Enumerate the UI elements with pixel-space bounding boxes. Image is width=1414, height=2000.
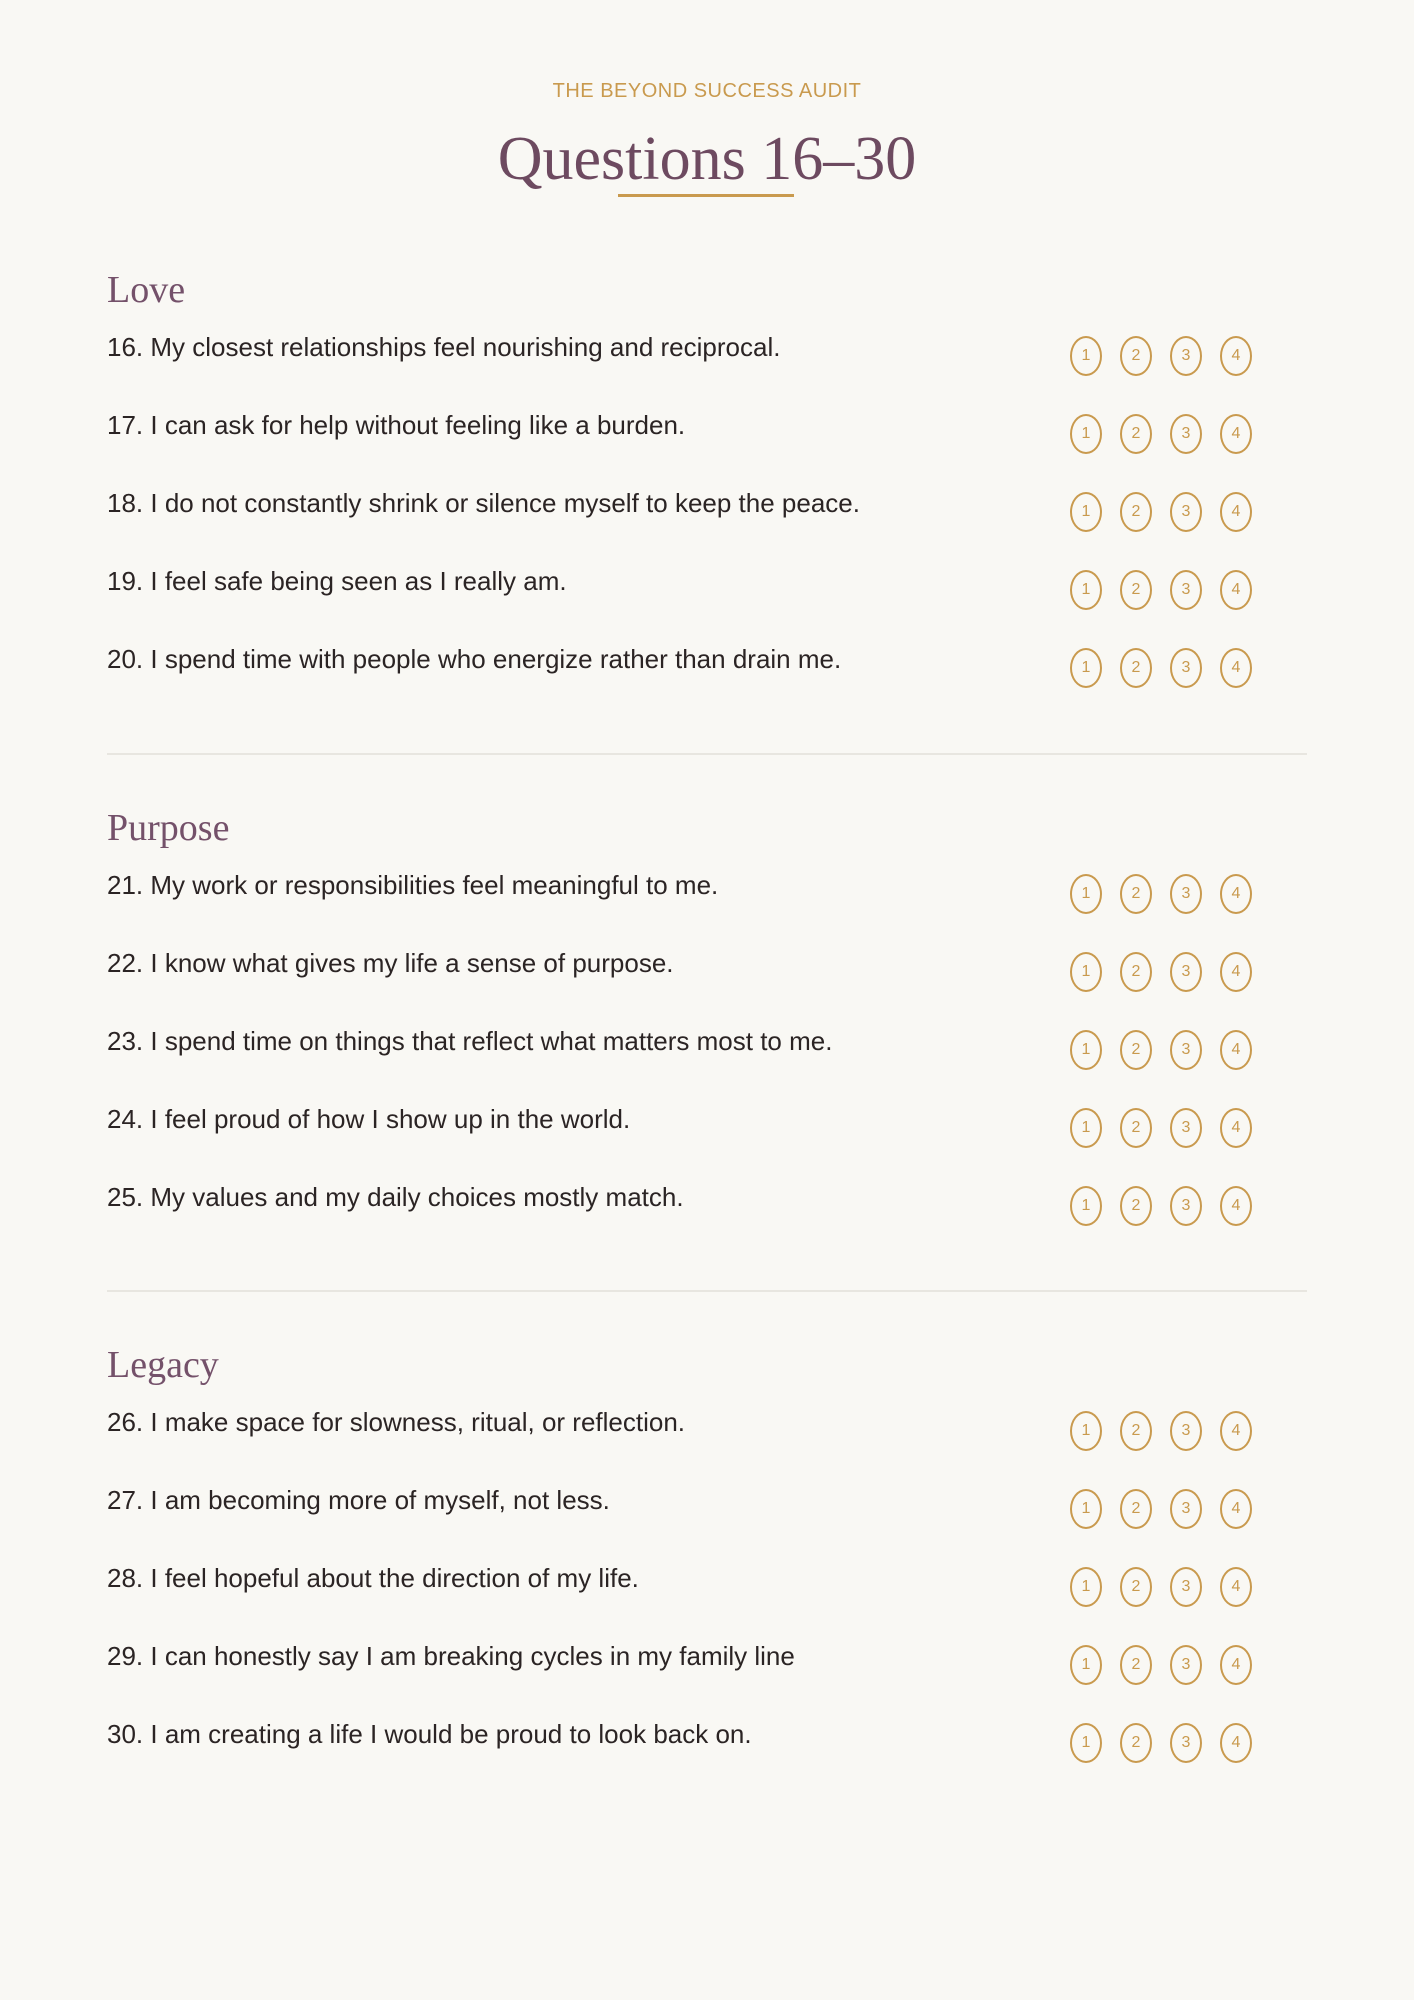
section-title: Love bbox=[107, 269, 186, 311]
section-divider bbox=[107, 1290, 1307, 1292]
rating-option-1[interactable]: 1 bbox=[1070, 1723, 1102, 1763]
question-text: 16. My closest relationships feel nourishing and reciprocal. bbox=[107, 332, 781, 362]
question-text: 24. I feel proud of how I show up in the world. bbox=[107, 1104, 631, 1134]
section-divider bbox=[107, 753, 1307, 755]
rating-option-2[interactable]: 2 bbox=[1120, 414, 1152, 454]
question-21 bbox=[107, 868, 1307, 918]
rating-option-4[interactable]: 4 bbox=[1220, 570, 1252, 610]
rating-option-4[interactable]: 4 bbox=[1220, 952, 1252, 992]
question-text: 30. I am creating a life I would be proud to look back on. bbox=[107, 1719, 752, 1749]
rating-option-2[interactable]: 2 bbox=[1120, 874, 1152, 914]
rating-option-4[interactable]: 4 bbox=[1220, 492, 1252, 532]
rating-option-4[interactable]: 4 bbox=[1220, 874, 1252, 914]
rating-option-3[interactable]: 3 bbox=[1170, 1108, 1202, 1148]
question-text: 23. I spend time on things that reflect what matters most to me. bbox=[107, 1026, 833, 1056]
rating-option-4[interactable]: 4 bbox=[1220, 1030, 1252, 1070]
rating-option-1[interactable]: 1 bbox=[1070, 1186, 1102, 1226]
rating-option-3[interactable]: 3 bbox=[1170, 1567, 1202, 1607]
rating-option-1[interactable]: 1 bbox=[1070, 1030, 1102, 1070]
rating-option-2[interactable]: 2 bbox=[1120, 648, 1152, 688]
rating-option-2[interactable]: 2 bbox=[1120, 1411, 1152, 1451]
rating-option-1[interactable]: 1 bbox=[1070, 1645, 1102, 1685]
rating-option-4[interactable]: 4 bbox=[1220, 1489, 1252, 1529]
rating-option-3[interactable]: 3 bbox=[1170, 1030, 1202, 1070]
rating-option-2[interactable]: 2 bbox=[1120, 1186, 1152, 1226]
rating-option-4[interactable]: 4 bbox=[1220, 1411, 1252, 1451]
question-29 bbox=[107, 1639, 1307, 1689]
rating-option-3[interactable]: 3 bbox=[1170, 1186, 1202, 1226]
rating-option-1[interactable]: 1 bbox=[1070, 1108, 1102, 1148]
rating-option-3[interactable]: 3 bbox=[1170, 874, 1202, 914]
rating-option-3[interactable]: 3 bbox=[1170, 414, 1202, 454]
rating-option-1[interactable]: 1 bbox=[1070, 1567, 1102, 1607]
rating-option-3[interactable]: 3 bbox=[1170, 492, 1202, 532]
rating-option-2[interactable]: 2 bbox=[1120, 570, 1152, 610]
question-text: 22. I know what gives my life a sense of purpose. bbox=[107, 948, 674, 978]
rating-option-1[interactable]: 1 bbox=[1070, 414, 1102, 454]
rating-scale bbox=[1070, 1723, 1260, 1763]
rating-scale bbox=[1070, 874, 1260, 914]
rating-option-4[interactable]: 4 bbox=[1220, 414, 1252, 454]
rating-option-1[interactable]: 1 bbox=[1070, 648, 1102, 688]
rating-option-2[interactable]: 2 bbox=[1120, 952, 1152, 992]
rating-scale bbox=[1070, 1108, 1260, 1148]
rating-scale bbox=[1070, 1645, 1260, 1685]
section-title: Purpose bbox=[107, 807, 230, 849]
section-title: Legacy bbox=[107, 1344, 219, 1386]
rating-option-1[interactable]: 1 bbox=[1070, 1489, 1102, 1529]
question-18 bbox=[107, 486, 1307, 536]
rating-scale bbox=[1070, 1489, 1260, 1529]
question-text: 29. I can honestly say I am breaking cycles in my family line bbox=[107, 1641, 795, 1671]
rating-scale bbox=[1070, 648, 1260, 688]
question-30 bbox=[107, 1717, 1307, 1767]
question-text: 20. I spend time with people who energize rather than drain me. bbox=[107, 644, 842, 674]
rating-option-3[interactable]: 3 bbox=[1170, 336, 1202, 376]
rating-option-1[interactable]: 1 bbox=[1070, 1411, 1102, 1451]
question-19 bbox=[107, 564, 1307, 614]
rating-option-2[interactable]: 2 bbox=[1120, 1567, 1152, 1607]
question-text: 21. My work or responsibilities feel meaningful to me. bbox=[107, 870, 719, 900]
rating-option-4[interactable]: 4 bbox=[1220, 1186, 1252, 1226]
rating-option-4[interactable]: 4 bbox=[1220, 1108, 1252, 1148]
question-27 bbox=[107, 1483, 1307, 1533]
rating-scale bbox=[1070, 1186, 1260, 1226]
question-22 bbox=[107, 946, 1307, 996]
question-text: 17. I can ask for help without feeling like a burden. bbox=[107, 410, 686, 440]
rating-option-3[interactable]: 3 bbox=[1170, 648, 1202, 688]
rating-scale bbox=[1070, 570, 1260, 610]
question-16 bbox=[107, 330, 1307, 380]
rating-scale bbox=[1070, 1030, 1260, 1070]
rating-option-1[interactable]: 1 bbox=[1070, 570, 1102, 610]
rating-scale bbox=[1070, 1567, 1260, 1607]
rating-option-3[interactable]: 3 bbox=[1170, 1411, 1202, 1451]
rating-scale bbox=[1070, 1411, 1260, 1451]
rating-scale bbox=[1070, 492, 1260, 532]
rating-option-2[interactable]: 2 bbox=[1120, 492, 1152, 532]
rating-option-4[interactable]: 4 bbox=[1220, 648, 1252, 688]
rating-option-4[interactable]: 4 bbox=[1220, 1645, 1252, 1685]
rating-option-2[interactable]: 2 bbox=[1120, 336, 1152, 376]
rating-scale bbox=[1070, 952, 1260, 992]
rating-option-2[interactable]: 2 bbox=[1120, 1645, 1152, 1685]
question-26 bbox=[107, 1405, 1307, 1455]
question-28 bbox=[107, 1561, 1307, 1611]
question-text: 25. My values and my daily choices mostly match. bbox=[107, 1182, 684, 1212]
rating-option-2[interactable]: 2 bbox=[1120, 1108, 1152, 1148]
question-24 bbox=[107, 1102, 1307, 1152]
question-25 bbox=[107, 1180, 1307, 1230]
rating-option-2[interactable]: 2 bbox=[1120, 1489, 1152, 1529]
rating-option-3[interactable]: 3 bbox=[1170, 570, 1202, 610]
page-title: Questions 16–30 bbox=[497, 125, 917, 193]
rating-option-3[interactable]: 3 bbox=[1170, 1645, 1202, 1685]
rating-option-3[interactable]: 3 bbox=[1170, 1489, 1202, 1529]
question-text: 19. I feel safe being seen as I really am. bbox=[107, 566, 567, 596]
rating-option-4[interactable]: 4 bbox=[1220, 1723, 1252, 1763]
rating-option-1[interactable]: 1 bbox=[1070, 492, 1102, 532]
rating-option-3[interactable]: 3 bbox=[1170, 1723, 1202, 1763]
rating-option-3[interactable]: 3 bbox=[1170, 952, 1202, 992]
rating-scale bbox=[1070, 414, 1260, 454]
question-20 bbox=[107, 642, 1307, 692]
rating-option-2[interactable]: 2 bbox=[1120, 1723, 1152, 1763]
rating-option-1[interactable]: 1 bbox=[1070, 952, 1102, 992]
rating-scale bbox=[1070, 336, 1260, 376]
audit-kicker: THE BEYOND SUCCESS AUDIT bbox=[552, 80, 862, 102]
question-23 bbox=[107, 1024, 1307, 1074]
rating-option-2[interactable]: 2 bbox=[1120, 1030, 1152, 1070]
title-underline bbox=[618, 194, 794, 197]
rating-option-4[interactable]: 4 bbox=[1220, 336, 1252, 376]
question-17 bbox=[107, 408, 1307, 458]
question-text: 26. I make space for slowness, ritual, or reflection. bbox=[107, 1407, 686, 1437]
question-text: 18. I do not constantly shrink or silence myself to keep the peace. bbox=[107, 488, 860, 518]
rating-option-4[interactable]: 4 bbox=[1220, 1567, 1252, 1607]
question-text: 28. I feel hopeful about the direction of my life. bbox=[107, 1563, 639, 1593]
rating-option-1[interactable]: 1 bbox=[1070, 336, 1102, 376]
question-text: 27. I am becoming more of myself, not less. bbox=[107, 1485, 610, 1515]
rating-option-1[interactable]: 1 bbox=[1070, 874, 1102, 914]
